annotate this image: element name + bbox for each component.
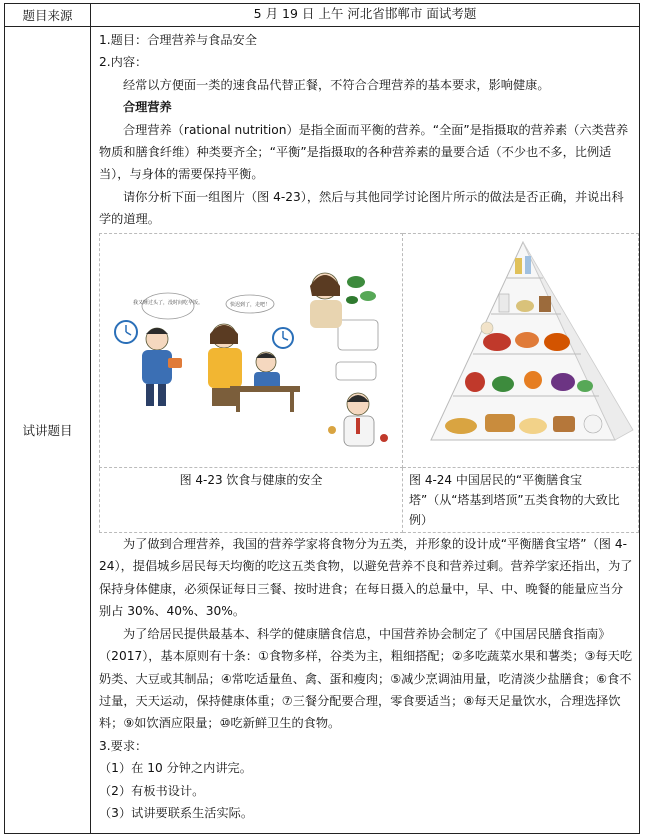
paragraph-2: 合理营养（rational nutrition）是指全面而平衡的营养。“全面”是指摄取的营养素（六类营养物质和膳食纤维）种类要齐全；“平衡”是指摄取的各种营养素的量要合适（不少也不多，比例适当），与身体的需要保持平衡。 — [99, 122, 629, 182]
content-label: 2.内容： — [99, 55, 148, 70]
figure-caption-right: 图 4-24 中国居民的“平衡膳食宝塔”（从“塔基到塔顶”五类食物的大致比例） — [403, 468, 639, 533]
speech-bubble — [133, 293, 203, 319]
diet-health-illustration — [100, 234, 402, 460]
figure-food-pyramid — [403, 233, 639, 467]
paragraph-3: 请你分析下面一组图片（图 4-23），然后与其他同学讨论图片所示的做法是否正确，并说出科学的道理。 — [99, 189, 624, 227]
paragraph-5: 为了给居民提供最基本、科学的健康膳食信息，中国营养协会制定了《中国居民膳食指南》（2017），基本原则有十条：①食物多样，谷类为主，粗细搭配；②多吃蔬菜水果和薯类；③每天吃奶类、大豆或其制品；④常吃适量鱼、禽、蛋和瘦肉；⑤减少烹调油用量，吃清淡少盐膳食；⑥食不过量，天天运动，保持健康体重；⑦三餐分配要合理，零食要适当；⑧每天足量饮水，合理选择饮料；⑨如饮酒应限量；⑩吃新鲜卫生的食物。 — [99, 626, 633, 731]
topic-title: 1.题目：合理营养与食品安全 — [99, 33, 257, 47]
requirement-1: （1）在 10 分钟之内讲完。 — [99, 761, 252, 776]
boy-eating-figure — [142, 328, 182, 406]
girl-figure — [310, 273, 342, 328]
source-value: 5 月 19 日 上午 河北省邯郸市 面试考题 — [91, 4, 640, 27]
figure-caption-left: 图 4-23 饮食与健康的安全 — [100, 468, 403, 533]
speech-bubble — [338, 320, 378, 350]
man-figure — [344, 393, 374, 446]
section-heading: 合理营养 — [123, 100, 172, 115]
topic-label: 试讲题目 — [5, 27, 91, 834]
bubble-text: 快迟到了，走吧！ — [229, 301, 271, 308]
figure-table — [99, 233, 639, 533]
paragraph-1: 经常以方便面一类的速食品代替正餐，不符合合理营养的基本要求，影响健康。 — [123, 77, 550, 92]
speech-bubble — [226, 295, 274, 313]
figure-diet-health — [100, 233, 403, 467]
clock-icon — [273, 328, 293, 348]
topic-content — [91, 27, 640, 834]
requirement-3: （3）试讲要联系生活实际。 — [99, 805, 254, 820]
bubble-text: 我又睡过头了，没时间吃早饭。 — [132, 299, 204, 306]
paragraph-4: 为了做到合理营养，我国的营养学家将食物分为五类，并形象的设计成“平衡膳食宝塔”（图 4-24），提倡城乡居民每天均衡的吃这五类食物，以避免营养不良和营养过剩。营养学家还指出，为了保持身体健康，必须保证每日三餐、按时进食；在每日摄入的总量中，早、中、晚餐的能量应当分别占 30%、40%、30%。 — [99, 537, 633, 619]
speech-bubble — [336, 362, 376, 380]
clock-icon — [115, 321, 137, 343]
vegetables-icon — [346, 276, 376, 304]
requirement-2: （2）有板书设计。 — [99, 783, 205, 798]
exam-table — [4, 3, 640, 834]
requirements-label: 3.要求： — [99, 738, 148, 753]
food-pyramid-illustration — [403, 234, 639, 460]
source-label: 题目来源 — [5, 4, 91, 27]
